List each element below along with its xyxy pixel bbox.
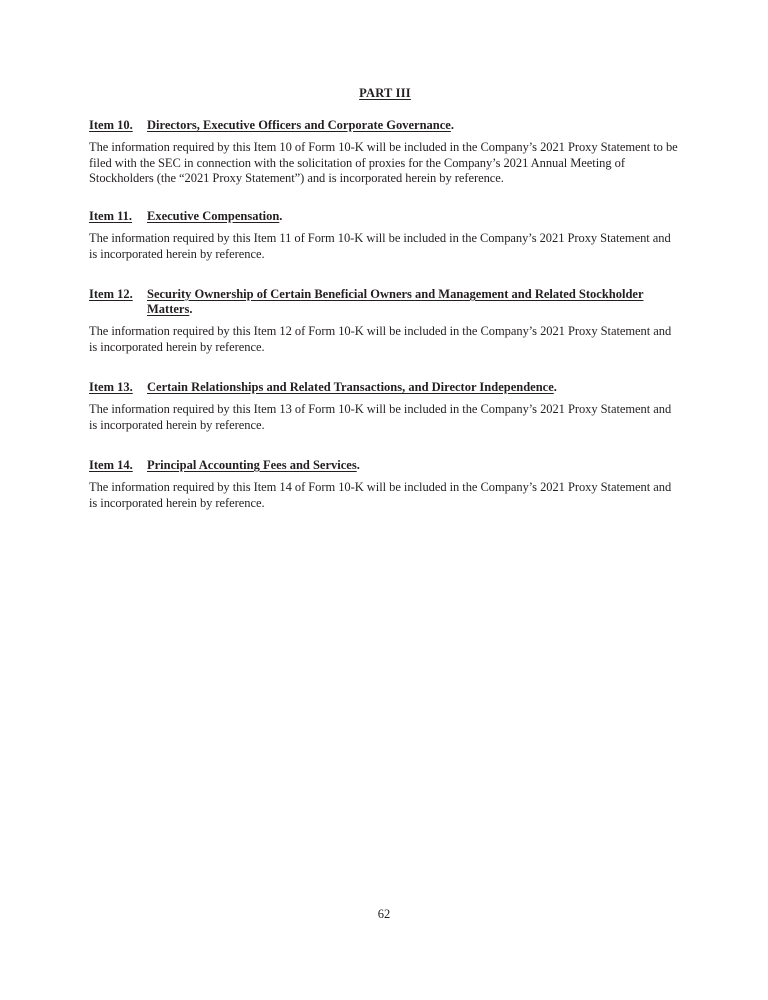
part-title-text: PART III: [359, 86, 411, 100]
item-14-section: [89, 458, 681, 511]
item-number: Item 14.: [89, 458, 133, 472]
item-number: Item 11.: [89, 209, 133, 223]
item-body: The information required by this Item 11 of Form 10-K will be included in the Company’s 2021 Proxy Statement and is incorporated herein by reference.: [89, 231, 671, 261]
item-number: Item 13.: [89, 380, 133, 394]
item-heading: [89, 458, 681, 473]
item-number: Item 12.: [89, 287, 133, 301]
item-title: Executive Compensation: [147, 209, 280, 223]
item-title-period: .: [189, 302, 193, 316]
item-heading: [89, 118, 681, 133]
item-body: The information required by this Item 14 of Form 10-K will be included in the Company’s 2021 Proxy Statement and is incorporated herein by reference.: [89, 480, 672, 510]
item-title-period: .: [279, 209, 283, 223]
item-number: Item 10.: [89, 118, 133, 132]
item-title: Directors, Executive Officers and Corporate Governance: [147, 118, 451, 132]
item-10-section: [89, 118, 681, 187]
item-title: Principal Accounting Fees and Services: [147, 458, 357, 472]
item-title-period: .: [450, 118, 454, 132]
item-12-section: [89, 287, 681, 355]
item-heading: [89, 287, 681, 317]
item-heading: [89, 380, 681, 395]
item-11-section: [89, 209, 681, 262]
part-title: [89, 86, 681, 101]
item-heading: [89, 209, 681, 224]
item-body: The information required by this Item 13 of Form 10-K will be included in the Company’s 2021 Proxy Statement and is incorporated herein by reference.: [89, 402, 672, 432]
item-body: The information required by this Item 12 of Form 10-K will be included in the Company’s 2021 Proxy Statement and is incorporated herein by reference.: [89, 324, 672, 354]
item-title: Security Ownership of Certain Beneficial Owners and Management and Related Stockholder Matters: [147, 287, 644, 316]
item-body: The information required by this Item 10 of Form 10-K will be included in the Company’s 2021 Proxy Statement to be filed with the SEC in connection with the solicitation of proxies for the Company’s 2021 Annual Meeting of Stockholders (the “2021 Proxy Statement”) and is incorporated herein by reference.: [89, 140, 678, 186]
item-13-section: [89, 380, 681, 433]
item-title: Certain Relationships and Related Transactions, and Director Independence: [147, 380, 554, 394]
item-title-period: .: [553, 380, 557, 394]
page-number: 62: [377, 907, 391, 921]
item-title-period: .: [356, 458, 360, 472]
